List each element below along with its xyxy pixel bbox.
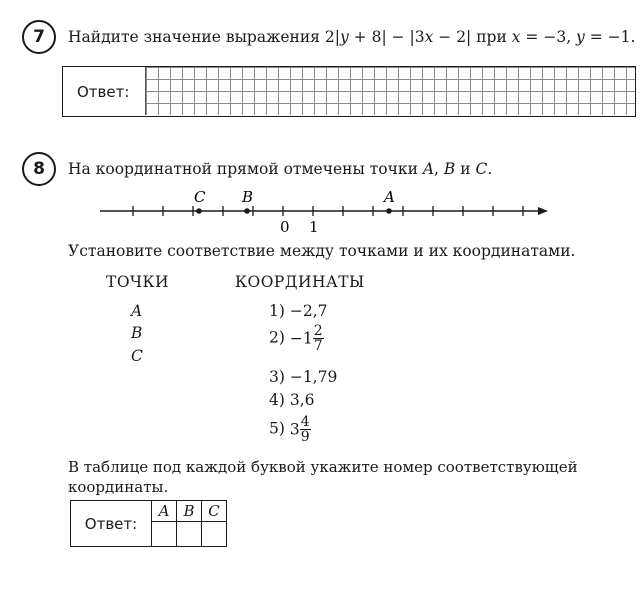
task-7-var-x2: x <box>511 28 521 46</box>
table-instruction-line-1: В таблице под каждой буквой укажите номер соответствующей <box>68 458 578 476</box>
option-2-denominator: 7 <box>313 338 323 354</box>
number-line-point-a <box>386 208 392 214</box>
answer-cell-a[interactable] <box>152 522 177 547</box>
task-7-answer-grid[interactable] <box>145 67 635 115</box>
option-5-num: 5) <box>269 419 285 438</box>
answer-header-a: A <box>152 501 177 522</box>
coordinates-column-heading: КООРДИНАТЫ <box>235 273 365 291</box>
option-4-value: 3,6 <box>289 391 315 409</box>
point-c-label: C <box>131 347 143 365</box>
number-line-point-b <box>244 208 250 214</box>
option-2-num: 2) <box>269 328 285 347</box>
coordinate-option-3 <box>269 368 337 386</box>
coordinate-option-1 <box>269 302 328 320</box>
number-line <box>0 180 643 240</box>
task-7-expr-a: 2| <box>324 28 340 46</box>
option-4-num: 4) <box>269 391 285 409</box>
task-7-answer-box <box>62 66 636 117</box>
task-7-eq2: = −1. <box>584 28 636 46</box>
task-7-text-prefix: Найдите значение выражения <box>68 28 320 46</box>
task-7-text-mid: при <box>471 28 512 46</box>
task-7-expr-c: − 2| <box>433 28 472 46</box>
task-7-var-y1: y <box>339 28 349 46</box>
number-line-arrow <box>538 207 548 215</box>
task-8-intro-prefix: На координатной прямой отмечены точки <box>68 160 418 178</box>
task-8-instruction: Установите соответствие между точками и их координатами. <box>68 242 576 260</box>
task-8-intro-dot: . <box>487 160 493 178</box>
task-8-intro-point-c: C <box>475 160 488 178</box>
task-8-intro-point-a: A <box>422 160 435 178</box>
answer-cell-c[interactable] <box>202 522 227 547</box>
point-b-label: B <box>131 324 143 342</box>
number-line-tick-1: 1 <box>309 218 319 236</box>
option-2-whole: −1 <box>289 329 313 348</box>
point-a-label: A <box>131 302 143 320</box>
task-7-var-x1: x <box>424 28 434 46</box>
option-2-numerator: 2 <box>313 323 323 339</box>
option-3-num: 3) <box>269 368 285 386</box>
answer-header-c: C <box>202 501 227 522</box>
task-8-intro-comma: , <box>434 160 439 178</box>
points-column-heading: ТОЧКИ <box>106 273 170 291</box>
number-line-label-c: C <box>194 188 206 206</box>
task-7-question <box>68 28 635 46</box>
answer-cell-b[interactable] <box>177 522 202 547</box>
task-8-intro-and: и <box>460 160 471 178</box>
answer-header-b: B <box>177 501 202 522</box>
option-1-value: −2,7 <box>289 302 328 320</box>
option-5-numerator: 4 <box>300 414 310 430</box>
task-7-expr-b: + 8| − |3 <box>348 28 425 46</box>
option-3-value: −1,79 <box>289 368 338 386</box>
option-2-fraction <box>313 324 324 353</box>
number-line-label-b: B <box>242 188 254 206</box>
task-8-number-badge: 8 <box>22 152 56 186</box>
task-7-answer-label: Ответ: <box>77 83 130 101</box>
option-5-fraction <box>300 415 311 444</box>
task-7-number-badge: 7 <box>22 20 56 54</box>
task-7-eq1: = −3, <box>520 28 577 46</box>
coordinate-option-4 <box>269 391 315 409</box>
task-8-answer-label-cell <box>71 501 152 547</box>
task-8-answer-table <box>70 500 227 547</box>
task-8-intro-point-b: B <box>443 160 456 178</box>
task-8-answer-label: Ответ: <box>84 514 138 533</box>
option-1-num: 1) <box>269 302 285 320</box>
coordinate-option-2 <box>269 324 324 353</box>
number-line-point-c <box>196 208 202 214</box>
coordinate-option-5 <box>269 415 311 444</box>
task-7-var-y2: y <box>576 28 585 46</box>
number-line-label-a: A <box>384 188 395 206</box>
option-5-whole: 3 <box>289 420 300 439</box>
option-5-denominator: 9 <box>300 429 310 445</box>
table-instruction-line-2: координаты. <box>68 478 169 496</box>
task-8-intro <box>68 160 492 178</box>
number-line-tick-0: 0 <box>280 218 290 236</box>
